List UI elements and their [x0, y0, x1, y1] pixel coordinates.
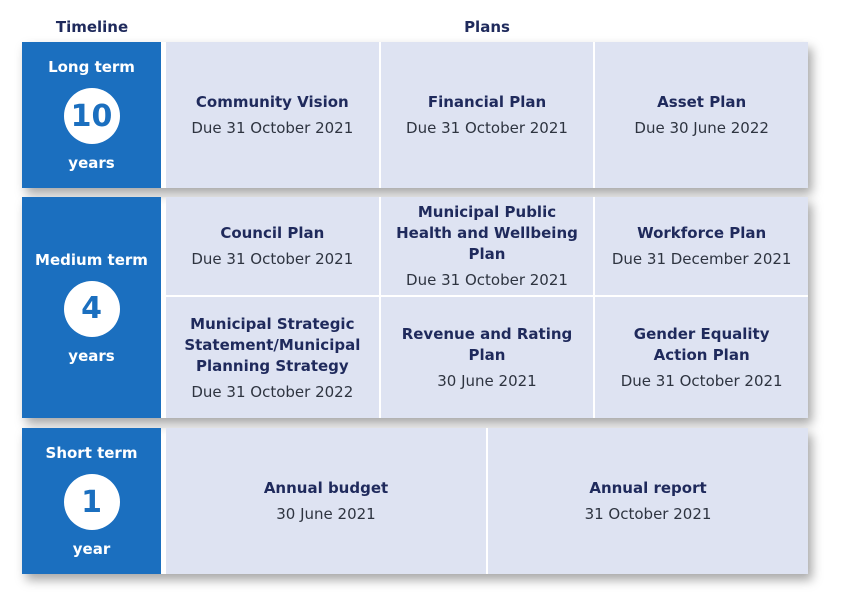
plan-strategic-statement [166, 297, 379, 418]
plan-community-vision [166, 42, 379, 188]
term-unit: years [68, 346, 115, 365]
plan-revenue-rating [381, 297, 594, 418]
plan-title: Annual budget [263, 479, 389, 497]
long-term-plans [166, 42, 808, 188]
short-term-band [22, 428, 808, 574]
short-term-plans [166, 428, 808, 574]
plan-due-date: 31 October 2021 [584, 505, 712, 523]
plan-council-plan [166, 197, 379, 295]
medium-term-band [22, 197, 808, 418]
plan-due-date: Due 31 October 2021 [406, 119, 568, 137]
plan-title: Community Vision [195, 93, 349, 111]
plan-title: Revenue and Rating Plan [401, 325, 573, 364]
plan-due-date: Due 31 October 2021 [406, 271, 568, 289]
plan-due-date: 30 June 2021 [437, 372, 537, 390]
plan-due-date: Due 30 June 2022 [634, 119, 769, 137]
plan-title: Workforce Plan [637, 224, 767, 242]
plan-financial-plan [381, 42, 594, 188]
medium-term-plans [166, 197, 808, 418]
plan-title: Asset Plan [657, 93, 747, 111]
plan-due-date: 30 June 2021 [276, 505, 376, 523]
plan-title: Council Plan [220, 224, 325, 242]
term-unit: years [68, 154, 115, 172]
plan-title: Annual report [589, 479, 707, 497]
short-term-block [22, 428, 161, 574]
term-label: Medium term [35, 250, 148, 269]
plan-annual-budget [166, 428, 486, 574]
term-number-circle: 1 [64, 474, 120, 530]
plan-gender-equality [595, 297, 808, 418]
term-label: Long term [48, 58, 135, 76]
timeline-header: Timeline [55, 18, 129, 36]
plan-title: Municipal Strategic Statement/Municipal Planning Strategy [184, 314, 361, 375]
long-term-band [22, 42, 808, 188]
plan-title: Gender Equality Action Plan [633, 325, 770, 364]
long-term-block [22, 42, 161, 188]
plan-annual-report [488, 428, 808, 574]
term-number-circle: 10 [64, 88, 120, 144]
plan-due-date: Due 31 October 2022 [191, 382, 354, 401]
plan-due-date: Due 31 October 2021 [191, 119, 354, 137]
plan-due-date: Due 31 December 2021 [611, 250, 792, 268]
medium-term-block [22, 197, 161, 418]
plans-header: Plans [464, 18, 510, 36]
plan-title: Municipal Public Health and Wellbeing Plan [396, 203, 578, 263]
plan-workforce-plan [595, 197, 808, 295]
plan-public-health-wellbeing [381, 197, 594, 295]
plan-title: Financial Plan [427, 93, 547, 111]
term-label: Short term [45, 444, 138, 462]
term-number-circle: 4 [64, 281, 120, 337]
plan-asset-plan [595, 42, 808, 188]
plan-due-date: Due 31 October 2021 [191, 250, 354, 268]
term-unit: year [72, 540, 111, 558]
plan-due-date: Due 31 October 2021 [620, 372, 783, 390]
